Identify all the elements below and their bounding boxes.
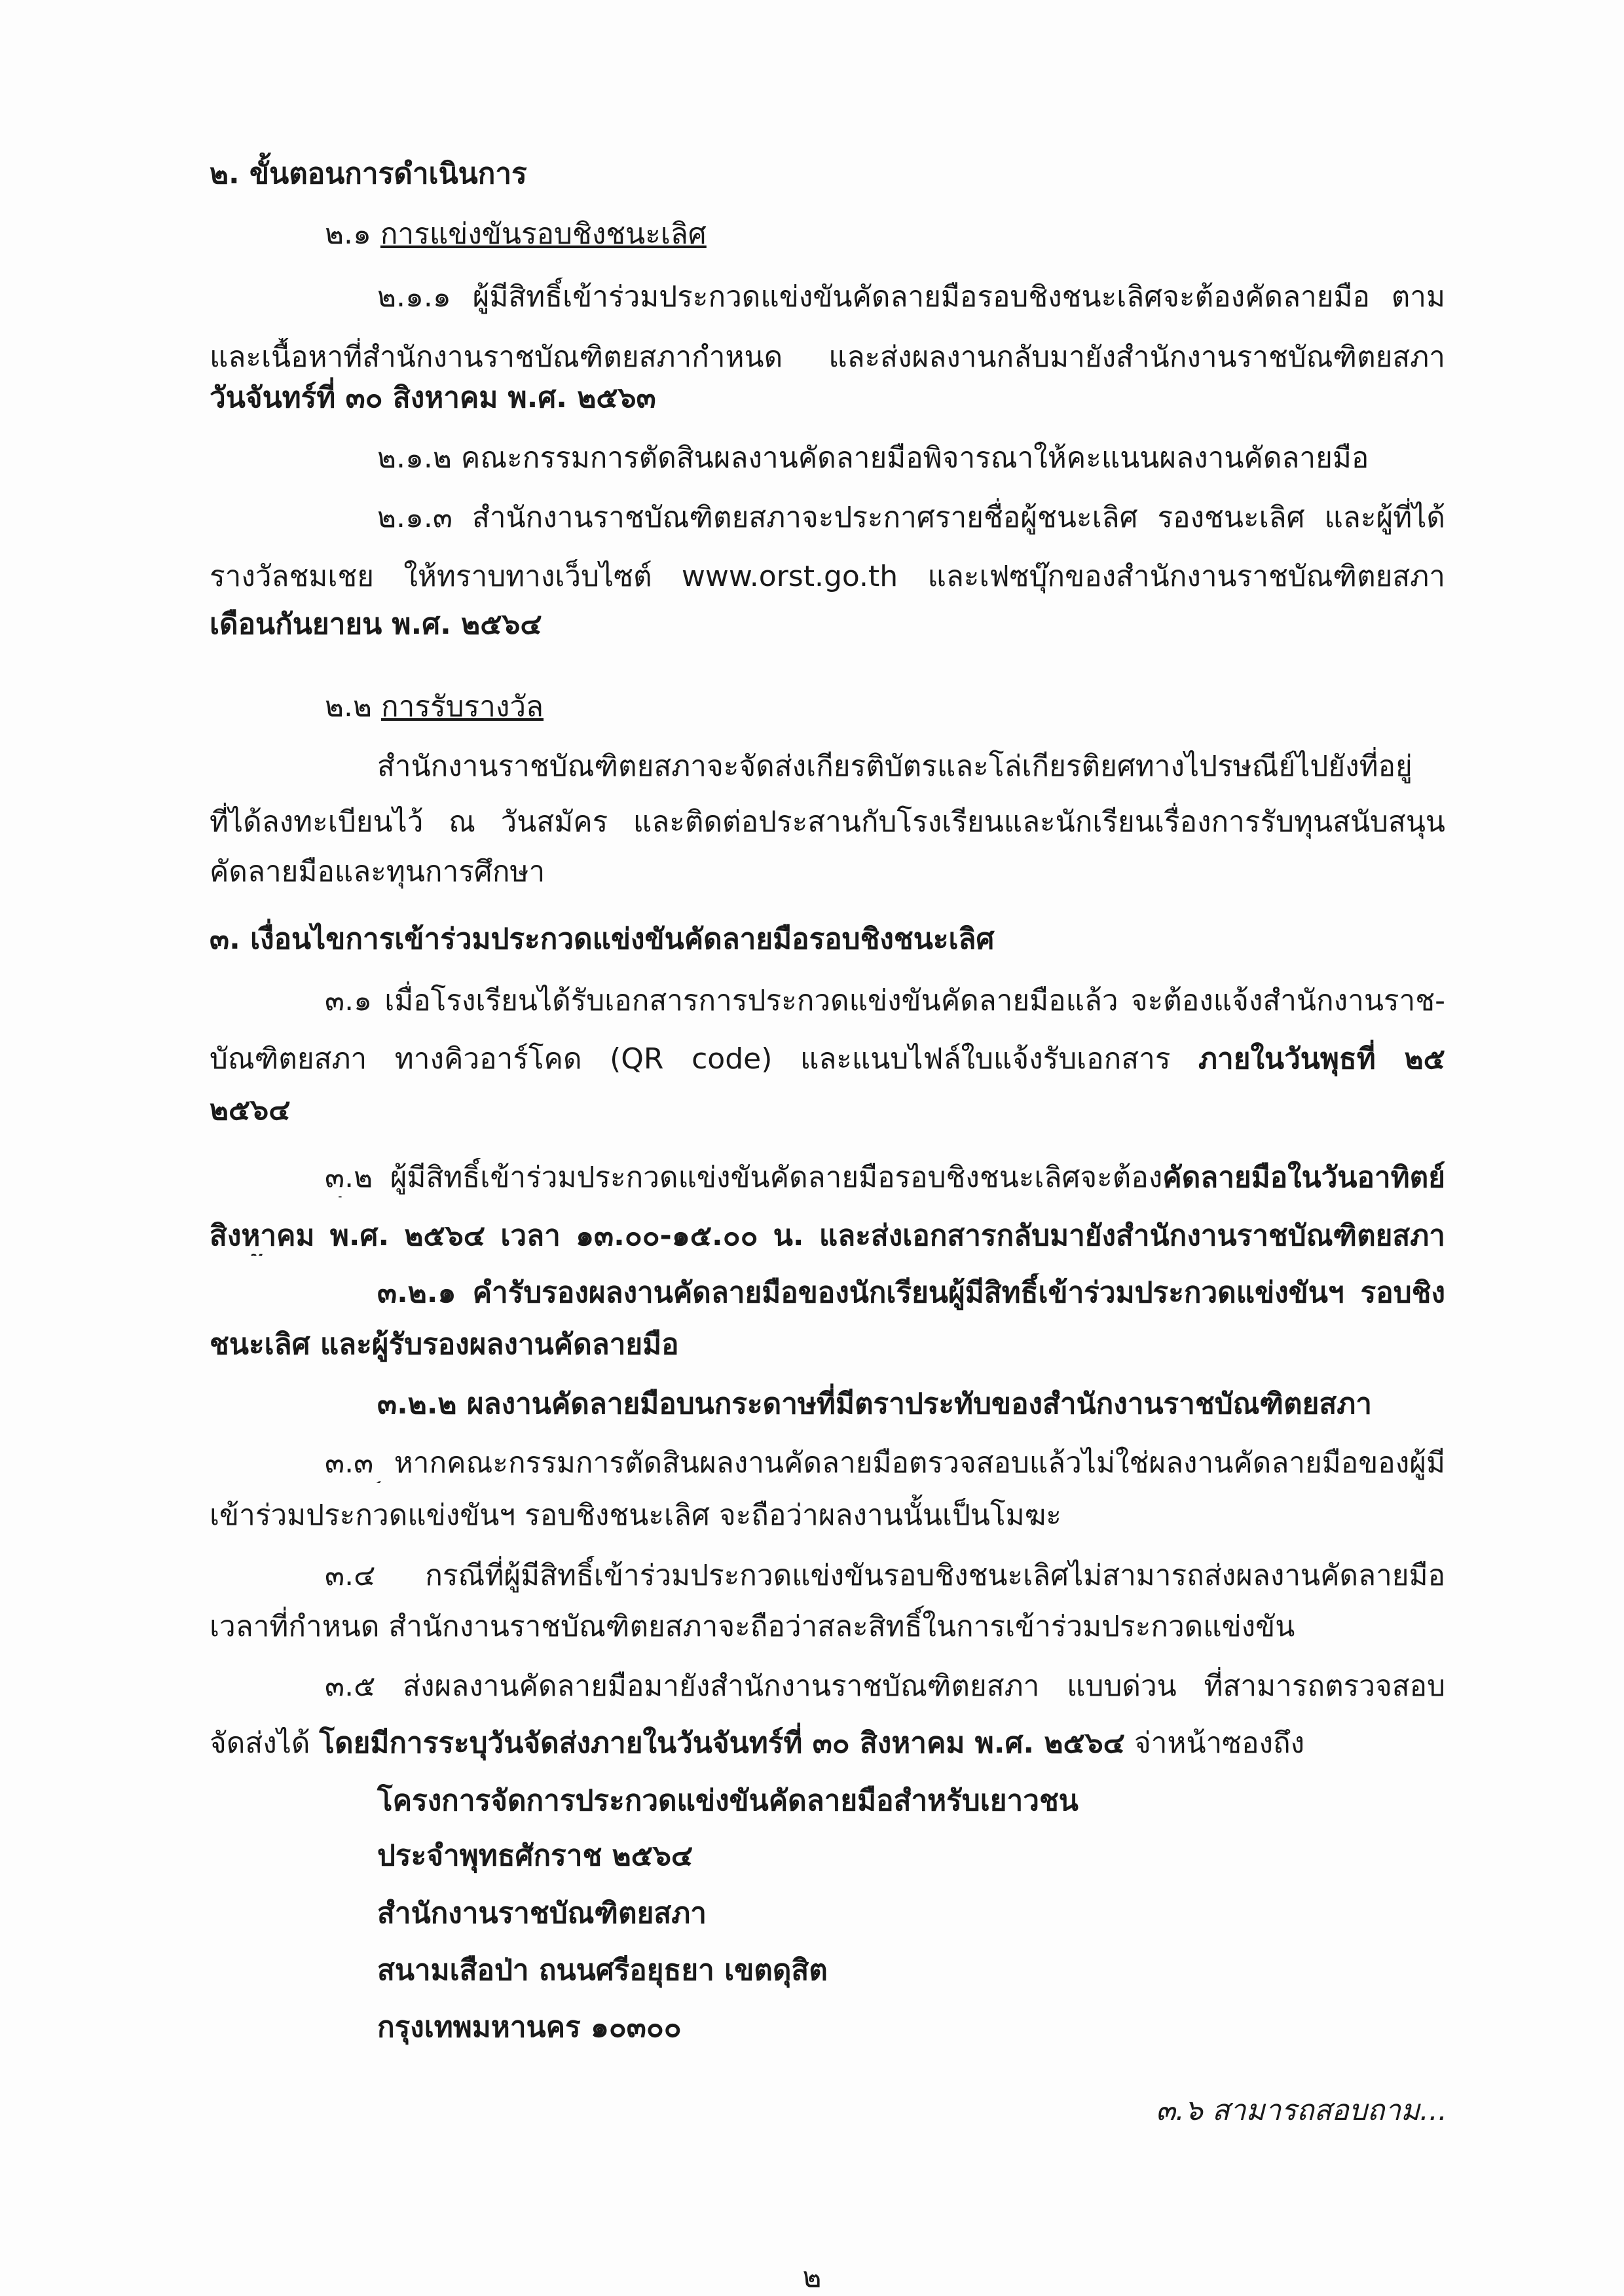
text-line bbox=[210, 920, 994, 959]
text-line bbox=[210, 1216, 1445, 1256]
text-segment: โครงการจัดการประกวดแข่งขันคัดลายมือสำหรับเยาวชน bbox=[377, 1784, 1079, 1817]
text-line bbox=[210, 1724, 1304, 1763]
text-segment: ๒๕๖๔ bbox=[210, 1093, 291, 1127]
text-line bbox=[210, 1091, 291, 1130]
text-segment: ๓.๒.๒ ผลงานคัดลายมือบนกระดาษที่มีตราประทับของสำนักงานราชบัณฑิตยสภา bbox=[377, 1387, 1372, 1421]
text-segment: ๒.๑.๒ คณะกรรมการตัดสินผลงานคัดลายมือพิจารณาให้คะแนนผลงานคัดลายมือ bbox=[377, 441, 1369, 475]
text-line bbox=[210, 557, 1445, 596]
text-line bbox=[210, 1325, 679, 1364]
text-segment: วันจันทร์ที่ ๓๐ สิงหาคม พ.ศ. ๒๕๖๓ bbox=[210, 381, 656, 414]
text-line bbox=[210, 338, 1445, 377]
text-segment: ๓.๖ สามารถสอบถาม... bbox=[1155, 2094, 1447, 2127]
text-segment: ๓.๓ หากคณะกรรมการตัดสินผลงานคัดลายมือตรวจสอบแล้วไม่ใช่ผลงานคัดลายมือของผู้มี bbox=[325, 1446, 1445, 1480]
text-line bbox=[210, 378, 656, 418]
text-segment: ที่ได้ลงทะเบียนไว้ ณ วันสมัคร และติดต่อประสานกับโรงเรียนและนักเรียนเรื่องการรับทุนสนับสนุน bbox=[210, 805, 1445, 839]
text-segment: สนามเสือป่า ถนนศรีอยุธยา เขตดุสิต bbox=[377, 1954, 828, 1987]
text-segment: ๒.๒ bbox=[325, 690, 381, 723]
text-line bbox=[210, 1496, 1061, 1535]
text-line bbox=[210, 1607, 1295, 1647]
text-line bbox=[210, 605, 542, 644]
text-line bbox=[377, 1836, 693, 1876]
text-segment: ๓.๒ ผู้มีสิทธิ์เข้าร่วมประกวดแข่งขันคัดลายมือรอบชิงชนะเลิศจะต้อง bbox=[325, 1161, 1163, 1194]
text-segment: ชนะเลิศ และผู้รับรองผลงานคัดลายมือ bbox=[210, 1328, 679, 1361]
text-line bbox=[377, 1781, 1079, 1821]
text-segment: ๓.๒.๑ คำรับรองผลงานคัดลายมือของนักเรียนผู้มีสิทธิ์เข้าร่วมประกวดแข่งขันฯ รอบชิง bbox=[377, 1276, 1445, 1309]
text-line bbox=[210, 155, 527, 194]
text-segment: สำนักงานราชบัณฑิตยสภาจะจัดส่งเกียรติบัตรและโล่เกียรติยศทางไปรษณีย์ไปยังที่อยู่ bbox=[377, 750, 1412, 783]
text-segment: ภายในวันพุธที่ ๒๕ bbox=[1198, 1042, 1445, 1076]
text-segment: จัดส่งได้ bbox=[210, 1726, 320, 1760]
text-line bbox=[325, 1158, 1445, 1197]
text-segment: ๓.๕ ส่งผลงานคัดลายมือมายังสำนักงานราชบัณฑิตยสภา แบบด่วน ที่สามารถตรวจสอบ bbox=[325, 1669, 1445, 1703]
text-segment: จ่าหน้าซองถึง bbox=[1124, 1726, 1305, 1760]
text-segment: กรุงเทพมหานคร ๑๐๓๐๐ bbox=[377, 2011, 682, 2044]
text-segment: สิงหาคม พ.ศ. ๒๕๖๔ เวลา ๑๓.๐๐-๑๕.๐๐ น. และส่งเอกสารกลับมายังสำนักงานราชบัณฑิตยสภา bbox=[210, 1219, 1445, 1252]
text-line bbox=[377, 439, 1369, 478]
text-segment: โดยมีการระบุวันจัดส่งภายในวันจันทร์ที่ ๓๐ สิงหาคม พ.ศ. ๒๕๖๔ bbox=[319, 1726, 1125, 1760]
text-segment: ๓.๑ เมื่อโรงเรียนได้รับเอกสารการประกวดแข่งขันคัดลายมือแล้ว จะต้องแจ้งสำนักงานราช- bbox=[325, 984, 1445, 1017]
text-segment: ๒.๑.๓ สำนักงานราชบัณฑิตยสภาจะประกาศรายชื่อผู้ชนะเลิศ รองชนะเลิศ และผู้ที่ได้ bbox=[377, 501, 1445, 534]
text-segment: การรับรางวัล bbox=[380, 690, 544, 723]
text-segment: คัดลายมือในวันอาทิตย์ bbox=[1162, 1161, 1445, 1194]
text-line bbox=[377, 1273, 1445, 1313]
text-segment: คัดลายมือและทุนการศึกษา bbox=[210, 855, 545, 888]
text-segment: เวลาที่กำหนด สำนักงานราชบัณฑิตยสภาจะถือว่าสละสิทธิ์ในการเข้าร่วมประกวดแข่งขัน bbox=[210, 1610, 1295, 1643]
text-line bbox=[325, 1667, 1445, 1706]
text-segment: รางวัลชมเชย ให้ทราบทางเว็บไซต์ www.orst.go.th และเฟซบุ๊กของสำนักงานราชบัณฑิตยสภา bbox=[210, 560, 1445, 593]
text-segment: การแข่งขันรอบชิงชนะเลิศ bbox=[380, 217, 707, 251]
text-segment: เข้าร่วมประกวดแข่งขันฯ รอบชิงชนะเลิศ จะถือว่าผลงานนั้นเป็นโมฆะ bbox=[210, 1499, 1061, 1532]
continuation-note bbox=[1156, 2091, 1447, 2130]
text-segment: ๓. เงื่อนไขการเข้าร่วมประกวดแข่งขันคัดลายมือรอบชิงชนะเลิศ bbox=[210, 922, 995, 956]
text-line bbox=[377, 498, 1445, 538]
text-segment: บัณฑิตยสภา ทางคิวอาร์โคด (QR code) และแนบไฟล์ใบแจ้งรับเอกสาร bbox=[210, 1042, 1199, 1076]
text-line bbox=[377, 1385, 1372, 1424]
text-line bbox=[377, 747, 1445, 786]
text-segment: ประจำพุทธศักราช ๒๕๖๔ bbox=[377, 1839, 693, 1872]
text-line bbox=[210, 803, 1445, 842]
text-segment: เดือนกันยายน พ.ศ. ๒๕๖๔ bbox=[210, 608, 542, 641]
text-line bbox=[210, 1040, 1445, 1079]
text-line bbox=[325, 1556, 1445, 1595]
text-line bbox=[377, 278, 1445, 317]
text-segment: และเนื้อหาที่สำนักงานราชบัณฑิตยสภากำหนด และส่งผลงานกลับมายังสำนักงานราชบัณฑิตยสภา bbox=[210, 340, 1445, 374]
text-line bbox=[325, 1444, 1445, 1483]
text-line bbox=[325, 215, 707, 254]
text-line bbox=[325, 981, 1445, 1021]
text-line bbox=[377, 1951, 828, 1990]
page-number bbox=[0, 2258, 1624, 2296]
text-segment: ๒ bbox=[802, 2261, 822, 2294]
text-line bbox=[325, 687, 544, 727]
text-segment: ๓.๔ กรณีที่ผู้มีสิทธิ์เข้าร่วมประกวดแข่งขันรอบชิงชนะเลิศไม่สามารถส่งผลงานคัดลายมือ bbox=[325, 1559, 1445, 1592]
text-line bbox=[377, 1894, 707, 1933]
text-segment: ๒.๑.๑ ผู้มีสิทธิ์เข้าร่วมประกวดแข่งขันคัดลายมือรอบชิงชนะเลิศจะต้องคัดลายมือ ตาม bbox=[377, 280, 1445, 314]
text-segment: ๒. ขั้นตอนการดำเนินการ bbox=[210, 157, 527, 191]
text-line bbox=[377, 2008, 682, 2047]
text-segment: ๒.๑ bbox=[325, 217, 380, 251]
text-line bbox=[210, 852, 545, 892]
text-segment: สำนักงานราชบัณฑิตยสภา bbox=[377, 1897, 707, 1930]
